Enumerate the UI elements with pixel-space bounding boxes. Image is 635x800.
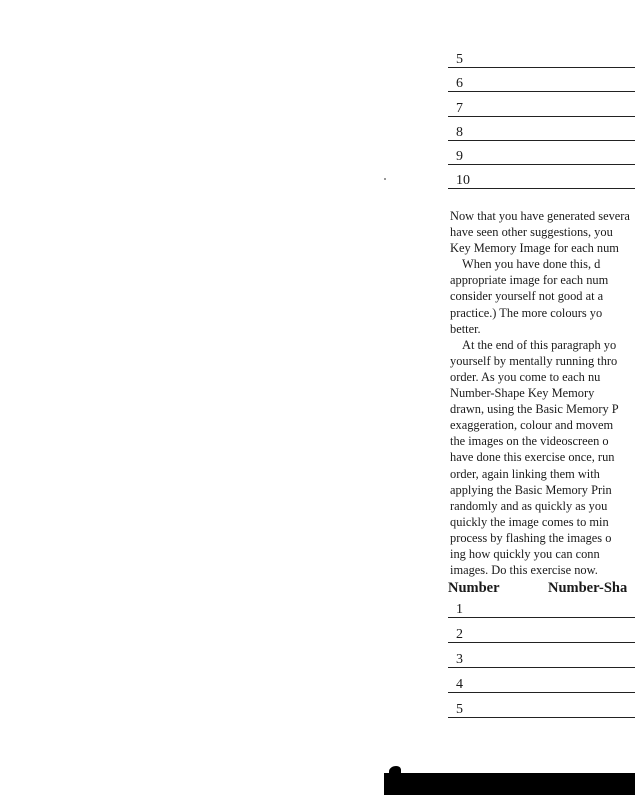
table-row-2: [448, 622, 635, 643]
text-line: drawn, using the Basic Memory P: [450, 402, 619, 417]
table-row-3: [448, 647, 635, 668]
line-number: 5: [456, 52, 463, 67]
row-number: 2: [456, 627, 463, 642]
blank-line-10: [448, 168, 635, 189]
text-line: Number-Shape Key Memory: [450, 386, 595, 401]
table-row-4: [448, 672, 635, 693]
blank-line-7: [448, 96, 635, 117]
table-row-1: [448, 597, 635, 618]
text-line: the images on the videoscreen o: [450, 434, 609, 449]
text-line: When you have done this, d: [462, 257, 601, 272]
row-number: 3: [456, 652, 463, 667]
text-line: better.: [450, 321, 481, 336]
line-number: 7: [456, 101, 463, 116]
row-number: 4: [456, 677, 463, 692]
column-header-number: Number: [448, 580, 500, 596]
blank-line-5: [448, 47, 635, 68]
table-header: [448, 580, 635, 598]
scan-edge-bar: [384, 773, 635, 795]
text-line: randomly and as quickly as you: [450, 498, 608, 513]
text-line: quickly the image comes to min: [450, 514, 609, 529]
text-line: order, again linking them with: [450, 466, 600, 481]
text-line: ing how quickly you can conn: [450, 546, 600, 561]
table-row-5: [448, 697, 635, 718]
body-text: [450, 208, 635, 578]
text-line: process by flashing the images o: [450, 530, 612, 545]
text-line: applying the Basic Memory Prin: [450, 482, 612, 497]
text-line: have seen other suggestions, you: [450, 225, 613, 240]
text-line: appropriate image for each num: [450, 273, 609, 288]
line-number: 8: [456, 125, 463, 140]
line-number: 9: [456, 149, 463, 164]
text-line: consider yourself not good at a: [450, 289, 604, 304]
line-number: 10: [456, 173, 470, 188]
text-line: order. As you come to each nu: [450, 369, 601, 384]
line-number: 6: [456, 76, 463, 91]
text-line: have done this exercise once, run: [450, 450, 615, 465]
row-number: 5: [456, 702, 463, 717]
text-line: exaggeration, colour and movem: [450, 418, 614, 433]
text-line: Key Memory Image for each num: [450, 241, 619, 256]
column-header-number-shape: Number-Sha: [548, 580, 628, 596]
blank-line-6: [448, 71, 635, 92]
text-line: At the end of this paragraph yo: [462, 337, 617, 352]
text-line: yourself by mentally running thro: [450, 353, 618, 368]
text-line: images. Do this exercise now.: [450, 563, 598, 578]
row-number: 1: [456, 602, 463, 617]
blank-line-9: [448, 144, 635, 165]
blank-line-8: [448, 120, 635, 141]
text-line: Now that you have generated severa: [450, 209, 630, 223]
scan-speck: [384, 178, 386, 180]
text-line: practice.) The more colours yo: [450, 305, 603, 320]
